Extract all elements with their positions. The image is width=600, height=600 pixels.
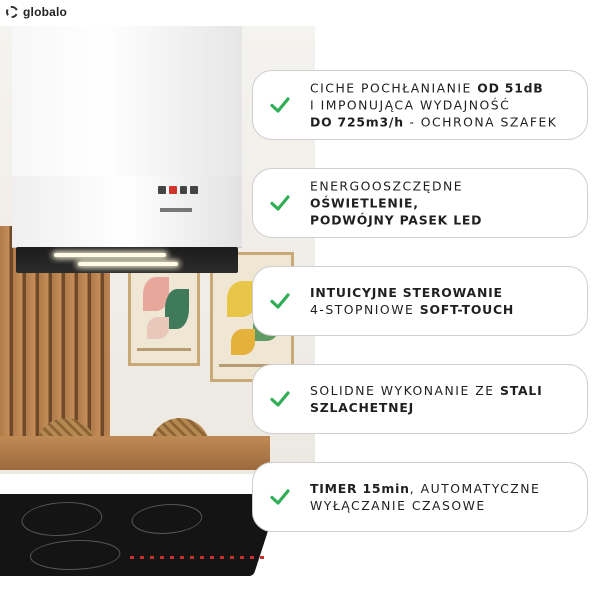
- check-icon: [269, 94, 291, 116]
- hood-glass-panel: [16, 247, 238, 273]
- feature-text: INTUICYJNE STEROWANIE 4-STOPNIOWE SOFT-TOUCH: [310, 285, 515, 317]
- feature-card-controls: [252, 266, 588, 336]
- hood-control-panel: [158, 186, 198, 194]
- led-strip-2: [78, 262, 178, 266]
- led-strip-1: [54, 253, 166, 257]
- check-icon: [269, 192, 291, 214]
- cooktop-controls: [130, 556, 270, 559]
- induction-cooktop: [0, 494, 280, 576]
- hood-body: [12, 176, 242, 248]
- feature-text: CICHE POCHŁANIANIE OD 51dB I IMPONUJĄCA WYDAJNOŚĆ DO 725m3/h - OCHRONA SZAFEK: [310, 80, 558, 130]
- brand-name: globalo: [23, 5, 68, 19]
- hood-badge: [160, 208, 192, 212]
- feature-text: SOLIDNE WYKONANIE ZE STALI SZLACHETNEJ: [310, 383, 543, 415]
- check-icon: [269, 486, 291, 508]
- feature-text: TIMER 15min, AUTOMATYCZNE WYŁĄCZANIE CZASOWE: [310, 481, 541, 513]
- feature-text: ENERGOOSZCZĘDNE OŚWIETLENIE, PODWÓJNY PASEK LED: [310, 178, 483, 228]
- globalo-logo-icon: [6, 6, 18, 18]
- feature-card-lighting: [252, 168, 588, 238]
- dining-table: [0, 436, 270, 470]
- check-icon: [269, 290, 291, 312]
- feature-card-timer: [252, 462, 588, 532]
- brand-logo: [6, 4, 67, 20]
- feature-card-noise: [252, 70, 588, 140]
- feature-card-steel: [252, 364, 588, 434]
- check-icon: [269, 388, 291, 410]
- hood-chimney: [12, 26, 242, 201]
